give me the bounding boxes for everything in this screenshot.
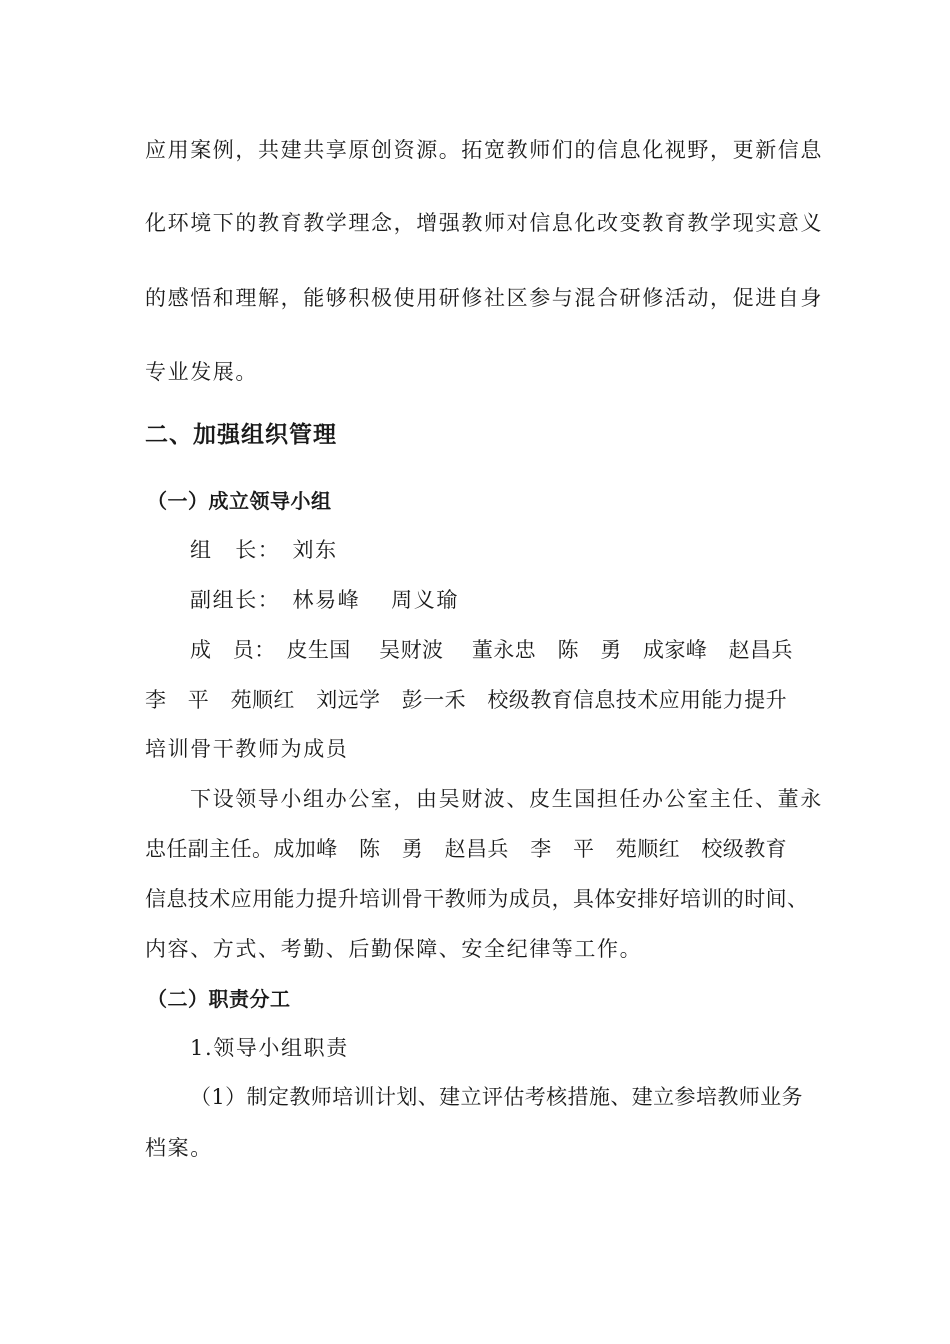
leader-line: 组 长： 刘东 <box>190 538 338 562</box>
members-line: 成 员： 皮生国 吴财波 董永忠 陈 勇 成家峰 赵昌兵 <box>190 638 793 662</box>
section-heading: 二、加强组织管理 <box>145 421 337 448</box>
paragraph-line: 专业发展。 <box>145 360 258 384</box>
paragraph-line: 的感悟和理解，能够积极使用研修社区参与混合研修活动，促进自身 <box>145 286 823 310</box>
members-line: 李 平 苑顺红 刘远学 彭一禾 校级教育信息技术应用能力提升 <box>145 688 787 712</box>
office-line: 下设领导小组办公室，由吴财波、皮生国担任办公室主任、董永 <box>190 787 823 811</box>
members-line: 培训骨干教师为成员 <box>145 737 349 761</box>
subsection-heading: （一）成立领导小组 <box>147 489 332 513</box>
subsection-heading: （二）职责分工 <box>147 987 291 1011</box>
duty-title: 1.领导小组职责 <box>190 1036 349 1060</box>
deputy-line: 副组长： 林易峰 周义瑜 <box>190 588 459 612</box>
office-line: 内容、方式、考勤、后勤保障、安全纪律等工作。 <box>145 937 643 961</box>
paragraph-line: 化环境下的教育教学理念，增强教师对信息化改变教育教学现实意义 <box>145 211 823 235</box>
paragraph-line: 应用案例，共建共享原创资源。拓宽教师们的信息化视野，更新信息 <box>145 138 823 162</box>
duty-item-line: 档案。 <box>145 1136 213 1160</box>
duty-item-line: （1）制定教师培训计划、建立评估考核措施、建立参培教师业务 <box>190 1085 803 1109</box>
office-line: 忠任副主任。成加峰 陈 勇 赵昌兵 李 平 苑顺红 校级教育 <box>145 837 787 861</box>
office-line: 信息技术应用能力提升培训骨干教师为成员，具体安排好培训的时间、 <box>145 887 809 911</box>
